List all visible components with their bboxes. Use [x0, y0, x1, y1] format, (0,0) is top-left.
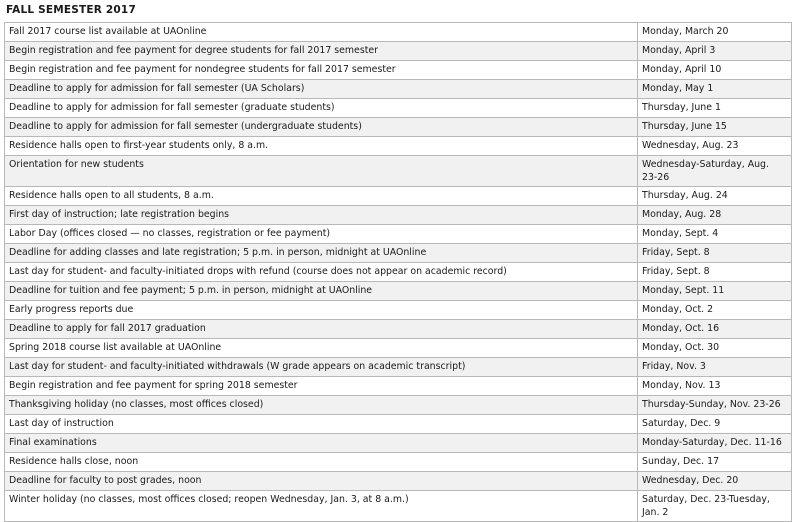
event-cell: Deadline to apply for admission for fall semester (UA Scholars)	[5, 80, 638, 99]
event-cell: Thanksgiving holiday (no classes, most offices closed)	[5, 396, 638, 415]
date-cell: Monday, Oct. 30	[638, 339, 792, 358]
date-cell: Thursday, June 15	[638, 118, 792, 137]
table-row	[5, 137, 792, 156]
date-cell: Monday, Sept. 4	[638, 225, 792, 244]
event-cell: Labor Day (offices closed — no classes, registration or fee payment)	[5, 225, 638, 244]
date-cell: Monday-Saturday, Dec. 11-16	[638, 434, 792, 453]
table-row	[5, 118, 792, 137]
table-row	[5, 99, 792, 118]
table-row	[5, 61, 792, 80]
date-cell: Thursday, Aug. 24	[638, 187, 792, 206]
date-cell: Monday, Aug. 28	[638, 206, 792, 225]
table-row	[5, 156, 792, 187]
table-row	[5, 358, 792, 377]
table-row	[5, 301, 792, 320]
calendar-table	[4, 22, 792, 522]
event-cell: Early progress reports due	[5, 301, 638, 320]
table-row	[5, 491, 792, 522]
event-cell: First day of instruction; late registration begins	[5, 206, 638, 225]
date-cell: Monday, March 20	[638, 23, 792, 42]
date-cell: Thursday, June 1	[638, 99, 792, 118]
event-cell: Deadline for faculty to post grades, noon	[5, 472, 638, 491]
table-row	[5, 453, 792, 472]
event-cell: Deadline for tuition and fee payment; 5 p.m. in person, midnight at UAOnline	[5, 282, 638, 301]
table-row	[5, 434, 792, 453]
table-row	[5, 415, 792, 434]
event-cell: Last day for student- and faculty-initiated withdrawals (W grade appears on academic transcript)	[5, 358, 638, 377]
date-cell: Wednesday-Saturday, Aug. 23-26	[638, 156, 792, 187]
event-cell: Last day of instruction	[5, 415, 638, 434]
event-cell: Spring 2018 course list available at UAOnline	[5, 339, 638, 358]
date-cell: Sunday, Dec. 17	[638, 453, 792, 472]
event-cell: Residence halls close, noon	[5, 453, 638, 472]
event-cell: Begin registration and fee payment for spring 2018 semester	[5, 377, 638, 396]
event-cell: Deadline to apply for fall 2017 graduation	[5, 320, 638, 339]
date-cell: Friday, Sept. 8	[638, 263, 792, 282]
event-cell: Fall 2017 course list available at UAOnline	[5, 23, 638, 42]
table-row	[5, 80, 792, 99]
date-cell: Monday, Oct. 16	[638, 320, 792, 339]
date-cell: Monday, April 3	[638, 42, 792, 61]
event-cell: Begin registration and fee payment for degree students for fall 2017 semester	[5, 42, 638, 61]
table-row	[5, 377, 792, 396]
table-row	[5, 225, 792, 244]
table-row	[5, 472, 792, 491]
date-cell: Friday, Sept. 8	[638, 244, 792, 263]
table-row	[5, 320, 792, 339]
table-row	[5, 42, 792, 61]
date-cell: Monday, Sept. 11	[638, 282, 792, 301]
date-cell: Wednesday, Aug. 23	[638, 137, 792, 156]
table-row	[5, 339, 792, 358]
table-row	[5, 244, 792, 263]
table-row	[5, 187, 792, 206]
date-cell: Monday, Oct. 2	[638, 301, 792, 320]
date-cell: Thursday-Sunday, Nov. 23-26	[638, 396, 792, 415]
table-row	[5, 396, 792, 415]
event-cell: Residence halls open to first-year students only, 8 a.m.	[5, 137, 638, 156]
event-cell: Orientation for new students	[5, 156, 638, 187]
date-cell: Friday, Nov. 3	[638, 358, 792, 377]
date-cell: Monday, April 10	[638, 61, 792, 80]
page-title: FALL SEMESTER 2017	[6, 4, 136, 16]
date-cell: Monday, Nov. 13	[638, 377, 792, 396]
date-cell: Monday, May 1	[638, 80, 792, 99]
event-cell: Deadline to apply for admission for fall semester (undergraduate students)	[5, 118, 638, 137]
event-cell: Deadline for adding classes and late registration; 5 p.m. in person, midnight at UAOnline	[5, 244, 638, 263]
event-cell: Last day for student- and faculty-initiated drops with refund (course does not appear on academic record)	[5, 263, 638, 282]
date-cell: Wednesday, Dec. 20	[638, 472, 792, 491]
event-cell: Winter holiday (no classes, most offices closed; reopen Wednesday, Jan. 3, at 8 a.m.)	[5, 491, 638, 522]
table-row	[5, 23, 792, 42]
date-cell: Saturday, Dec. 9	[638, 415, 792, 434]
event-cell: Begin registration and fee payment for nondegree students for fall 2017 semester	[5, 61, 638, 80]
event-cell: Deadline to apply for admission for fall semester (graduate students)	[5, 99, 638, 118]
table-row	[5, 206, 792, 225]
table-row	[5, 263, 792, 282]
date-cell: Saturday, Dec. 23-Tuesday, Jan. 2	[638, 491, 792, 522]
event-cell: Residence halls open to all students, 8 a.m.	[5, 187, 638, 206]
event-cell: Final examinations	[5, 434, 638, 453]
calendar-table-body	[5, 23, 792, 522]
table-row	[5, 282, 792, 301]
